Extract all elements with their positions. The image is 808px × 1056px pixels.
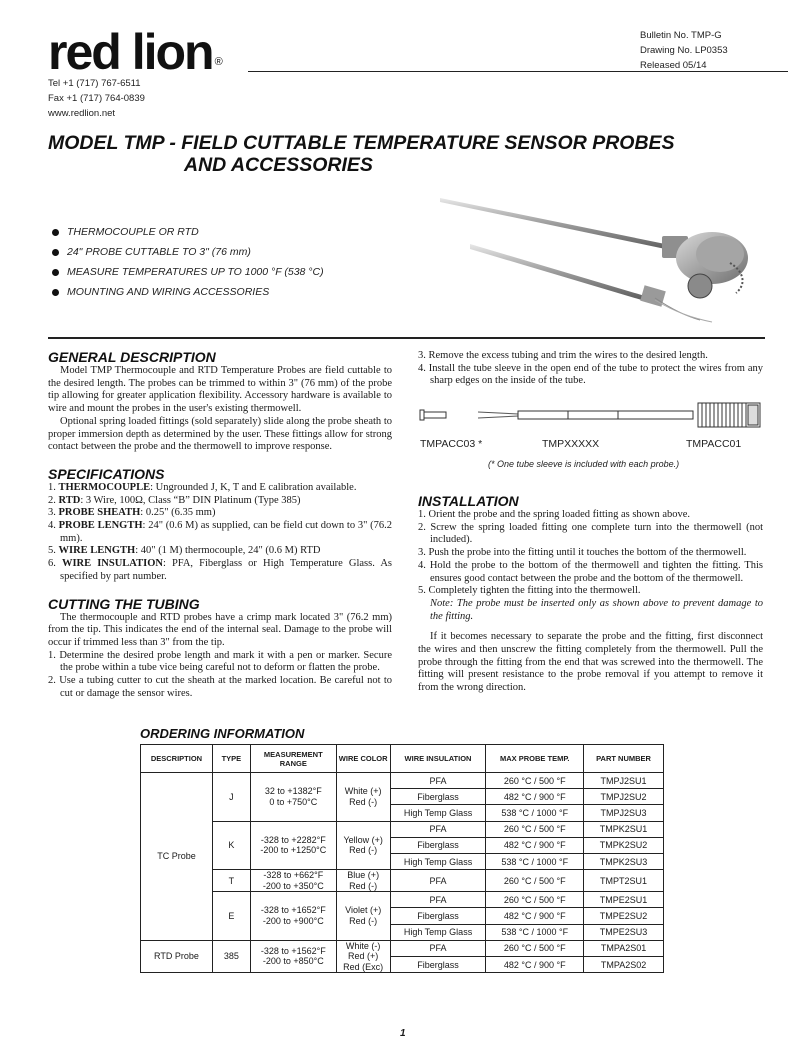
spec-item: 4. PROBE LENGTH: 24" (0.6 M) as supplied, can be field cut down to 3" (76.2 mm). (48, 520, 392, 544)
company-logo: red lion ® (48, 24, 221, 80)
wire-color-cell: Violet (+) Red (-) (336, 892, 390, 941)
spec-item: 1. THERMOCOUPLE: Ungrounded J, K, T and E calibration available. (48, 481, 357, 493)
part-number-cell: TMPE2SU3 (584, 924, 664, 940)
type-cell: T (212, 870, 250, 892)
feature-item: 24" PROBE CUTTABLE TO 3" (76 mm) (52, 242, 324, 262)
wire-insulation-cell: PFA (390, 892, 486, 908)
max-temp-cell: 482 °C / 900 °F (486, 789, 584, 805)
column-header: MEASUREMENT RANGE (250, 745, 336, 773)
max-temp-cell: 482 °C / 900 °F (486, 908, 584, 924)
max-temp-cell: 260 °C / 500 °F (486, 821, 584, 837)
bullet-icon (52, 249, 59, 256)
installation-step: 2. Screw the spring loaded fitting one complete turn into the thermowell (not included). (418, 521, 763, 546)
wire-insulation-cell: High Temp Glass (390, 853, 486, 869)
part-number-cell: TMPJ2SU2 (584, 789, 664, 805)
website-link[interactable]: www.redlion.net (48, 108, 116, 119)
type-cell: K (212, 821, 250, 870)
release-date: Released 05/14 (640, 60, 707, 71)
range-cell: -328 to +1562°F -200 to +850°C (250, 940, 336, 973)
range-cell: -328 to +1652°F -200 to +900°C (250, 892, 336, 941)
installation-step: 5. Completely tighten the fitting into the thermowell. (418, 585, 641, 597)
part-number-cell: TMPE2SU1 (584, 892, 664, 908)
column-header: TYPE (212, 745, 250, 773)
table-row (141, 773, 664, 789)
cutting-step: 3. Remove the excess tubing and trim the wires to the desired length. (418, 350, 708, 361)
ordering-table-body (141, 773, 664, 973)
max-temp-cell: 538 °C / 1000 °F (486, 853, 584, 869)
column-header: MAX PROBE TEMP. (486, 745, 584, 773)
product-photo (430, 188, 760, 328)
right-column-top (418, 350, 763, 388)
general-description-paragraph: Optional spring loaded fittings (sold separately) slide along the probe sheath to proper immersion depth as determined by the user. These fittings allow for strong contact between the probe and the thermowell to improve response. (48, 415, 392, 453)
table-header-row (141, 745, 664, 773)
feature-list (52, 222, 324, 302)
bullet-icon (52, 269, 59, 276)
max-temp-cell: 482 °C / 900 °F (486, 837, 584, 853)
description-cell: TC Probe (141, 773, 213, 941)
max-temp-cell: 538 °C / 1000 °F (486, 924, 584, 940)
max-temp-cell: 260 °C / 500 °F (486, 870, 584, 892)
wire-color-cell: Blue (+) Red (-) (336, 870, 390, 892)
wire-insulation-cell: PFA (390, 940, 486, 956)
accessory-diagram (418, 400, 763, 430)
ordering-table (140, 744, 664, 973)
part-number-cell: TMPJ2SU3 (584, 805, 664, 821)
installation-section (418, 493, 763, 695)
max-temp-cell: 482 °C / 900 °F (486, 956, 584, 972)
column-header: WIRE INSULATION (390, 745, 486, 773)
ordering-heading: ORDERING INFORMATION (140, 726, 305, 741)
cutting-step: 1. Determine the desired probe length and mark it with a pen or marker. Secure the probe within a tube vice being careful not to deform or flatten the probe. (48, 649, 392, 674)
cutting-step: 4. Install the tube sleeve in the open end of the tube to protect the wires from any sharp edges on the inside of the tube. (418, 362, 763, 387)
left-column (48, 349, 392, 700)
range-cell: -328 to +2282°F -200 to +1250°C (250, 821, 336, 870)
wire-insulation-cell: PFA (390, 821, 486, 837)
max-temp-cell: 260 °C / 500 °F (486, 773, 584, 789)
spec-item: 5. WIRE LENGTH: 40" (1 M) thermocouple, 24" (0.6 M) RTD (48, 545, 321, 557)
type-cell: 385 (212, 940, 250, 973)
part-number-cell: TMPA2S02 (584, 956, 664, 972)
part-number-cell: TMPK2SU3 (584, 853, 664, 869)
type-cell: J (212, 773, 250, 822)
column-header: WIRE COLOR (336, 745, 390, 773)
part-number-cell: TMPJ2SU1 (584, 773, 664, 789)
wire-insulation-cell: High Temp Glass (390, 924, 486, 940)
installation-note: Note: The probe must be inserted only as shown above to prevent damage to the fitting. (430, 597, 763, 622)
diagram-note: (* One tube sleeve is included with each probe.) (488, 459, 680, 469)
general-description-paragraph: Model TMP Thermocouple and RTD Temperature Probes are field cuttable to the desired length. The probes can be trimmed to within 3" (76 mm) of the probe tip allowing for greater application flexibility. Accessory hardware is available to wire and mount the probes in the user's existing thermowell. (48, 365, 392, 415)
part-number-cell: TMPE2SU2 (584, 908, 664, 924)
installation-heading: INSTALLATION (418, 493, 519, 509)
cutting-step: 2. Use a tubing cutter to cut the sheath at the marked location. Be careful not to cut or damage the sensor wires. (48, 675, 392, 699)
part-number-cell: TMPK2SU1 (584, 821, 664, 837)
page-title: MODEL TMP - FIELD CUTTABLE TEMPERATURE SENSOR PROBES AND ACCESSORIES (48, 132, 675, 176)
max-temp-cell: 538 °C / 1000 °F (486, 805, 584, 821)
contact-info (48, 76, 145, 121)
cutting-tubing-heading: CUTTING THE TUBING (48, 595, 200, 612)
feature-item: MEASURE TEMPERATURES UP TO 1000 °F (538 °C) (52, 262, 324, 282)
max-temp-cell: 260 °C / 500 °F (486, 892, 584, 908)
specifications-heading: SPECIFICATIONS (48, 465, 165, 482)
wire-insulation-cell: Fiberglass (390, 837, 486, 853)
installation-step: 4. Hold the probe to the bottom of the thermowell and tighten the fitting. This ensures good contact between the probe and the bottom of the thermowell. (418, 559, 763, 584)
diagram-label: TMPACC01 (686, 438, 742, 450)
wire-color-cell: Yellow (+) Red (-) (336, 821, 390, 870)
bulletin-info (640, 28, 780, 73)
diagram-label: TMPACC03 * (420, 438, 483, 450)
drawing-number: Drawing No. LP0353 (640, 45, 728, 56)
installation-paragraph: If it becomes necessary to separate the probe and the fitting, first disconnect the wires and then unscrew the fitting completely from the thermowell. Pull the probe through the fitting from the end that was screwed into the thermowell. The fitting will present resistance to the probe removal if you attempt to remove it from the wrong direction. (418, 631, 763, 694)
cutting-tubing-paragraph: The thermocouple and RTD probes have a crimp mark located 3" (76.2 mm) from the tip. This indicates the end of the internal seal. Damage to the probe will occur if trimmed less than 3" from the tip. (48, 611, 392, 648)
column-header: DESCRIPTION (141, 745, 213, 773)
table-row (141, 821, 664, 837)
feature-item: THERMOCOUPLE OR RTD (52, 222, 324, 242)
spec-item: 6. WIRE INSULATION: PFA, Fiberglass or High Temperature Glass. As specified by part number. (48, 558, 392, 582)
range-cell: -328 to +662°F -200 to +350°C (250, 870, 336, 892)
table-row (141, 940, 664, 956)
section-divider (48, 337, 765, 339)
wire-color-cell: White (+) Red (-) (336, 773, 390, 822)
page-number: 1 (400, 1028, 406, 1039)
part-number-cell: TMPK2SU2 (584, 837, 664, 853)
header-divider (248, 71, 788, 72)
wire-insulation-cell: High Temp Glass (390, 805, 486, 821)
wire-color-cell: White (-) Red (+) Red (Exc) (336, 940, 390, 973)
bullet-icon (52, 229, 59, 236)
wire-insulation-cell: Fiberglass (390, 956, 486, 972)
part-number-cell: TMPA2S01 (584, 940, 664, 956)
feature-item: MOUNTING AND WIRING ACCESSORIES (52, 282, 324, 302)
spec-item: 3. PROBE SHEATH: 0.25" (6.35 mm) (48, 507, 216, 519)
type-cell: E (212, 892, 250, 941)
phone-number: Tel +1 (717) 767-6511 (48, 78, 141, 89)
diagram-label: TMPXXXXX (542, 438, 600, 450)
installation-step: 3. Push the probe into the fitting until it touches the bottom of the thermowell. (418, 547, 747, 559)
bullet-icon (52, 289, 59, 296)
part-number-cell: TMPT2SU1 (584, 870, 664, 892)
fax-number: Fax +1 (717) 764-0839 (48, 93, 145, 104)
column-header: PART NUMBER (584, 745, 664, 773)
table-row (141, 870, 664, 892)
installation-step: 1. Orient the probe and the spring loaded fitting as shown above. (418, 509, 691, 520)
spec-item: 2. RTD: 3 Wire, 100Ω, Class “B” DIN Platinum (Type 385) (48, 494, 301, 506)
wire-insulation-cell: PFA (390, 870, 486, 892)
max-temp-cell: 260 °C / 500 °F (486, 940, 584, 956)
bulletin-number: Bulletin No. TMP-G (640, 30, 722, 41)
description-cell: RTD Probe (141, 940, 213, 973)
range-cell: 32 to +1382°F 0 to +750°C (250, 773, 336, 822)
table-row (141, 892, 664, 908)
wire-insulation-cell: PFA (390, 773, 486, 789)
wire-insulation-cell: Fiberglass (390, 908, 486, 924)
wire-insulation-cell: Fiberglass (390, 789, 486, 805)
general-description-heading: GENERAL DESCRIPTION (48, 349, 216, 365)
